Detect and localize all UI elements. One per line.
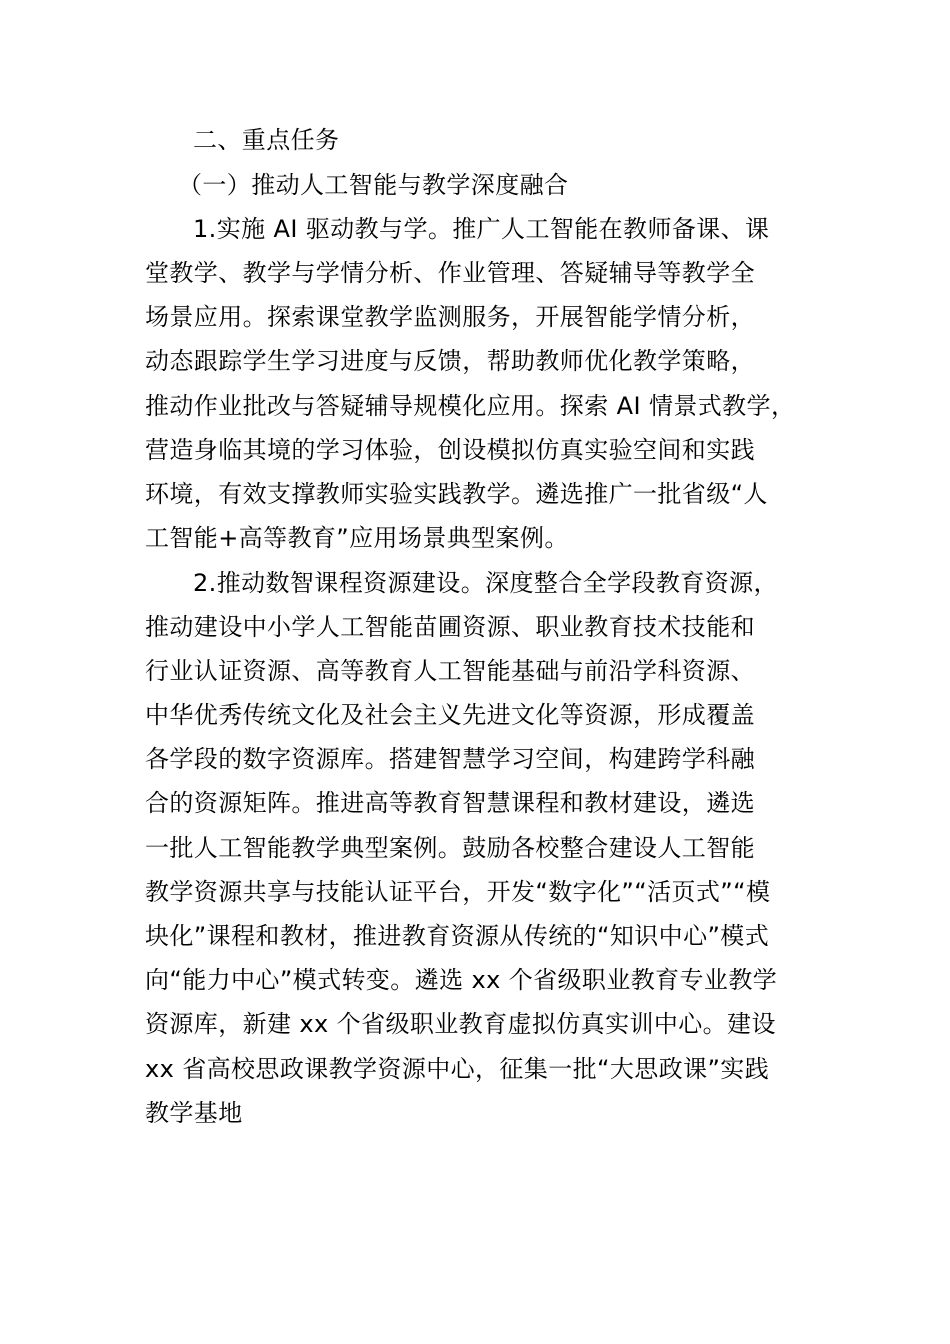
paragraph-line: 行业认证资源、高等教育人工智能基础与前沿学科资源、 bbox=[145, 657, 755, 685]
paragraph-line: 教学基地 bbox=[145, 1099, 243, 1127]
paragraph-line: 块化”课程和教材，推进教育资源从传统的“知识中心”模式 bbox=[145, 922, 770, 950]
paragraph-line: 资源库，新建 xx 个省级职业教育虚拟仿真实训中心。建设 bbox=[145, 1010, 776, 1038]
paragraph-line: 场景应用。探索课堂教学监测服务，开展智能学情分析， bbox=[145, 303, 755, 331]
paragraph-line: 1.实施 AI 驱动教与学。推广人工智能在教师备课、课 bbox=[193, 215, 770, 243]
paragraph-line: 向“能力中心”模式转变。遴选 xx 个省级职业教育专业教学 bbox=[145, 966, 778, 994]
paragraph-line: 动态跟踪学生学习进度与反馈，帮助教师优化教学策略， bbox=[145, 347, 755, 375]
paragraph-line: 营造身临其境的学习体验，创设模拟仿真实验空间和实践 bbox=[145, 436, 755, 464]
paragraph-line: xx 省高校思政课教学资源中心，征集一批“大思政课”实践 bbox=[145, 1055, 770, 1083]
paragraph-line: 堂教学、教学与学情分析、作业管理、答疑辅导等教学全 bbox=[145, 259, 755, 287]
paragraph-line: 工智能+高等教育”应用场景典型案例。 bbox=[145, 524, 569, 552]
paragraph-line: 环境，有效支撑教师实验实践教学。遴选推广一批省级“人 bbox=[145, 480, 768, 508]
section-heading: 二、重点任务 bbox=[193, 126, 340, 154]
paragraph-line: 中华优秀传统文化及社会主义先进文化等资源，形成覆盖 bbox=[145, 701, 755, 729]
paragraph-line: 2.推动数智课程资源建设。深度整合全学段教育资源， bbox=[193, 569, 778, 597]
paragraph-line: 推动建设中小学人工智能苗圃资源、职业教育技术技能和 bbox=[145, 613, 755, 641]
paragraph-line: 一批人工智能教学典型案例。鼓励各校整合建设人工智能 bbox=[145, 834, 755, 862]
paragraph-line: 教学资源共享与技能认证平台，开发“数字化”“活页式”“模 bbox=[145, 878, 771, 906]
paragraph-line: 合的资源矩阵。推进高等教育智慧课程和教材建设，遴选 bbox=[145, 789, 755, 817]
subsection-heading: （一）推动人工智能与教学深度融合 bbox=[178, 171, 569, 199]
paragraph-line: 各学段的数字资源库。搭建智慧学习空间，构建跨学科融 bbox=[145, 745, 755, 773]
paragraph-line: 推动作业批改与答疑辅导规模化应用。探索 AI 情景式教学， bbox=[145, 392, 796, 420]
